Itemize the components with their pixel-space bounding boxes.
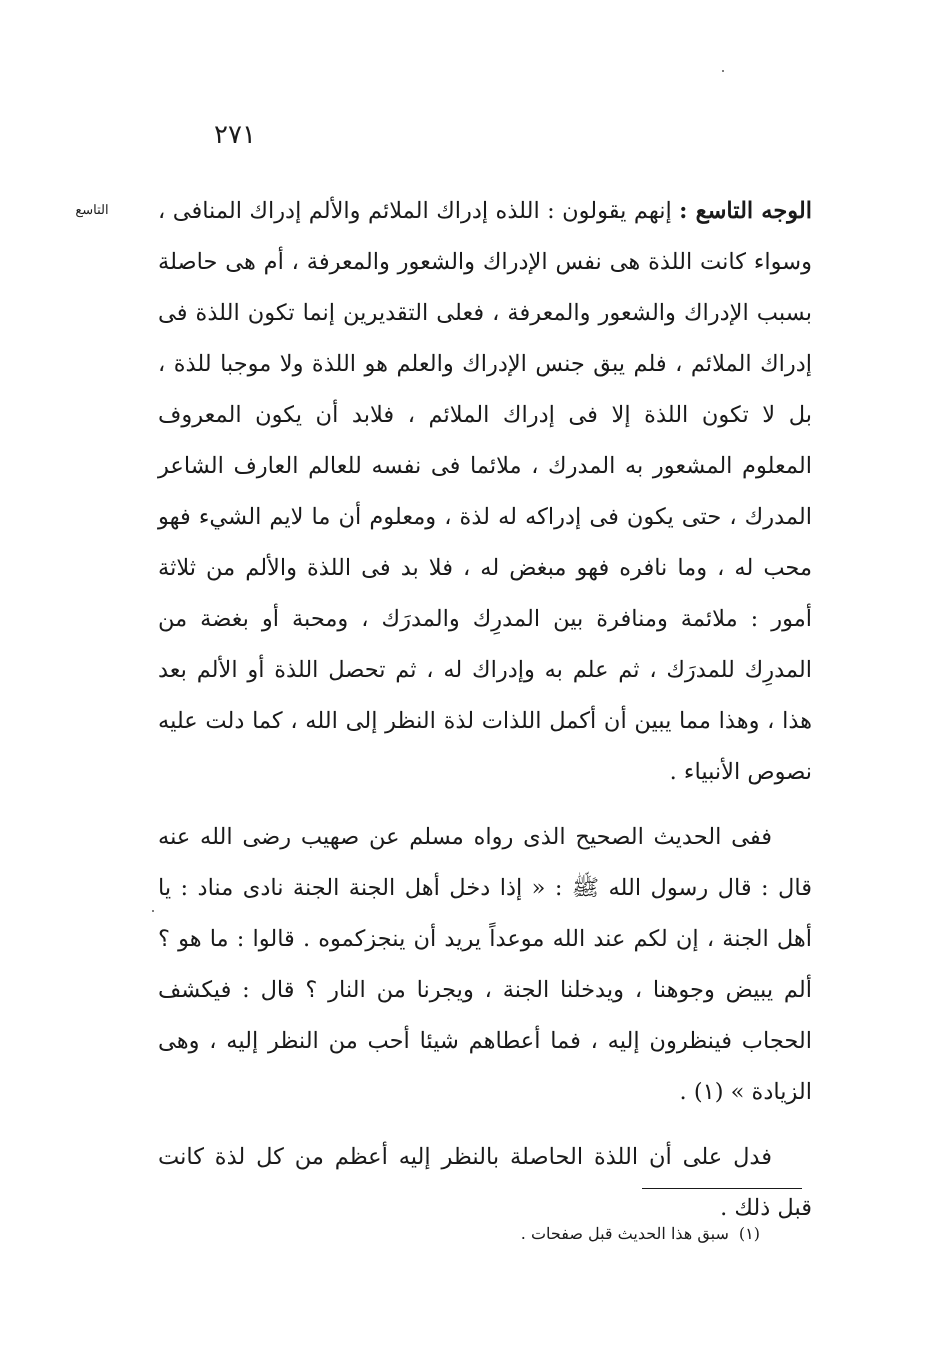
paragraph-ninth-aspect — [158, 186, 812, 798]
paper-speck — [152, 910, 154, 912]
paragraph-conclusion — [158, 1132, 812, 1234]
footnote-marker: (١) — [738, 1224, 760, 1243]
paragraph-text: ففى الحديث الصحيح الذى رواه مسلم عن صهيب رضى الله عنه قال : قال رسول الله ﷺ : « إذا دخل أهل الجنة الجنة نادى مناد : يا أهل الجنة ، إن لكم عند الله موعداً يريد أن ينجزكموه . قالوا : ما هو ؟ ألم يبيض وجوهنا ، ويدخلنا الجنة ، ويجرنا من النار ؟ قال : فيكشف الحجاب فينظرون إليه ، فما أعطاهم شيئا أحب من النظر إليه ، وهى الزيادة » (١) . — [158, 824, 812, 1105]
footnote — [300, 1222, 760, 1246]
paragraph-text: فدل على أن اللذة الحاصلة بالنظر إليه أعظم من كل لذة كانت قبل ذلك . — [158, 1144, 812, 1221]
body-text — [158, 186, 812, 1234]
paragraph-hadith — [158, 812, 812, 1118]
margin-note: التاسع — [75, 203, 109, 218]
footnote-text: سبق هذا الحديث قبل صفحات . — [520, 1224, 729, 1243]
paragraph-text: إنهم يقولون : اللذه إدراك الملائم والألم إدراك المنافى ، وسواء كانت اللذة هى نفس الإدراك والشعور والمعرفة ، أم هى حاصلة بسبب الإدراك والشعور والمعرفة ، فعلى التقديرين إنما تكون اللذة فى إدراك الملائم ، فلم يبق جنس الإدراك والعلم هو اللذة ولا موجبا للذة ، بل لا تكون اللذة إلا فى إدراك الملائم ، فلابد أن يكون المعروف المعلوم المشعور به المدرك ، ملائما فى نفسه للعالم العارف الشاعر المدرك ، حتى يكون فى إدراكه له لذة ، ومعلوم أن ما لايم الشيء فهو محب له ، وما نافره فهو مبغض له ، فلا بد فى اللذة والألم من ثلاثة أمور : ملائمة ومنافرة بين المدرِك والمدرَك ، ومحبة أو بغضة من المدرِك للمدرَك ، ثم علم به وإدراك له ، ثم تحصل اللذة أو الألم بعد هذا ، وهذا مما يبين أن أكمل اللذات لذة النظر إلى الله ، كما دلت عليه نصوص الأنبياء . — [158, 198, 812, 785]
paper-speck — [722, 70, 724, 72]
paragraph-lead: الوجه التاسع : — [679, 198, 812, 224]
page-number: ٢٧١ — [214, 120, 256, 150]
footnote-divider — [642, 1188, 802, 1189]
